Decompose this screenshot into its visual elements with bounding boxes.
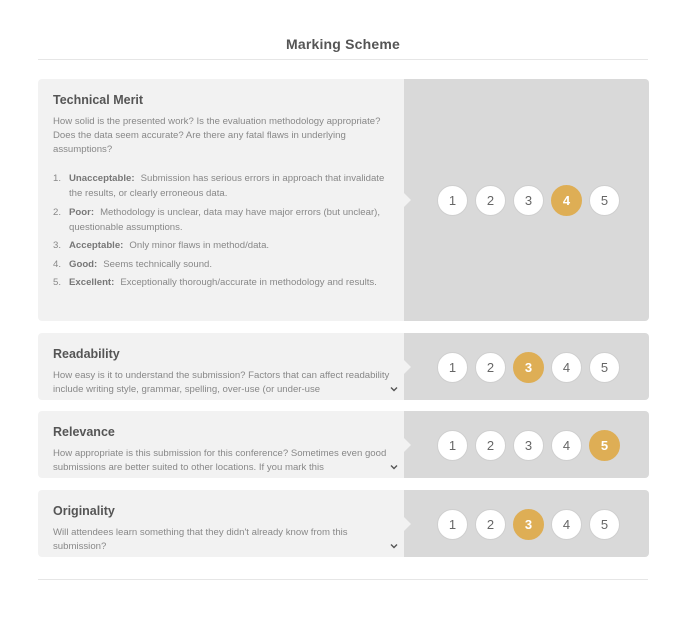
score-panel — [404, 333, 649, 400]
footer-divider — [38, 579, 648, 580]
score-option-4[interactable]: 4 — [551, 430, 582, 461]
level-item: 1. Unacceptable: Submission has serious errors in approach that invalidate the results, or clearly erroneous data. — [53, 173, 385, 199]
score-panel — [404, 490, 649, 557]
criterion-info — [38, 333, 404, 400]
criterion-description: How appropriate is this submission for this conference? Sometimes even good submissions are better suited to other locations. If you mark this — [53, 448, 387, 473]
panel-notch — [404, 360, 411, 374]
score-option-2[interactable]: 2 — [475, 352, 506, 383]
criterion-readability — [38, 333, 649, 400]
score-option-1[interactable]: 1 — [437, 509, 468, 540]
score-option-2[interactable]: 2 — [475, 509, 506, 540]
score-option-3[interactable]: 3 — [513, 185, 544, 216]
level-item: 3. Acceptable: Only minor flaws in method/data. — [53, 240, 270, 251]
level-item: 4. Good: Seems technically sound. — [53, 258, 213, 270]
criterion-info — [38, 490, 404, 557]
criterion-title: Originality — [53, 504, 115, 518]
score-panel — [404, 79, 649, 321]
score-option-1[interactable]: 1 — [437, 185, 468, 216]
score-option-4[interactable]: 4 — [551, 352, 582, 383]
criterion-info — [38, 411, 404, 478]
chevron-down-icon[interactable] — [390, 542, 398, 550]
criterion-title: Technical Merit — [53, 93, 144, 107]
criterion-title: Relevance — [53, 425, 115, 439]
chevron-down-icon[interactable] — [390, 385, 398, 393]
chevron-down-icon[interactable] — [390, 463, 398, 471]
score-option-3[interactable]: 3 — [513, 352, 544, 383]
score-option-2[interactable]: 2 — [475, 185, 506, 216]
level-item: 2. Poor: Methodology is unclear, data may have major errors (but unclear), questionable assumptions. — [53, 206, 381, 233]
criterion-title: Readability — [53, 347, 120, 361]
panel-notch — [404, 517, 411, 531]
score-option-5[interactable]: 5 — [589, 430, 620, 461]
criterion-description: How easy is it to understand the submission? Factors that can affect readability include writing style, grammar, spelling, over-use (or under-use — [53, 370, 390, 395]
score-selector — [437, 352, 620, 383]
criterion-originality — [38, 490, 649, 557]
score-option-5[interactable]: 5 — [589, 352, 620, 383]
level-list — [53, 171, 390, 290]
criterion-info — [38, 79, 404, 321]
criterion-description: How solid is the presented work? Is the evaluation methodology appropriate? Does the data seem accurate? Are there any fatal flaws in underlying assumptions? — [53, 116, 381, 155]
level-item: 5. Excellent: Exceptionally thorough/accurate in methodology and results. — [53, 277, 377, 288]
score-selector — [437, 509, 620, 540]
score-option-3[interactable]: 3 — [513, 509, 544, 540]
criterion-description: Will attendees learn something that they didn't already know from this submission? — [53, 527, 348, 552]
criterion-technical-merit — [38, 79, 649, 321]
score-panel — [404, 411, 649, 478]
score-option-4[interactable]: 4 — [551, 509, 582, 540]
score-option-1[interactable]: 1 — [437, 352, 468, 383]
score-option-4[interactable]: 4 — [551, 185, 582, 216]
page-title: Marking Scheme — [285, 36, 401, 52]
header — [38, 0, 648, 60]
score-selector — [437, 185, 620, 216]
score-option-5[interactable]: 5 — [589, 509, 620, 540]
panel-notch — [404, 193, 411, 207]
score-option-2[interactable]: 2 — [475, 430, 506, 461]
score-option-3[interactable]: 3 — [513, 430, 544, 461]
score-selector — [437, 430, 620, 461]
criterion-relevance — [38, 411, 649, 478]
score-option-5[interactable]: 5 — [589, 185, 620, 216]
score-option-1[interactable]: 1 — [437, 430, 468, 461]
panel-notch — [404, 438, 411, 452]
